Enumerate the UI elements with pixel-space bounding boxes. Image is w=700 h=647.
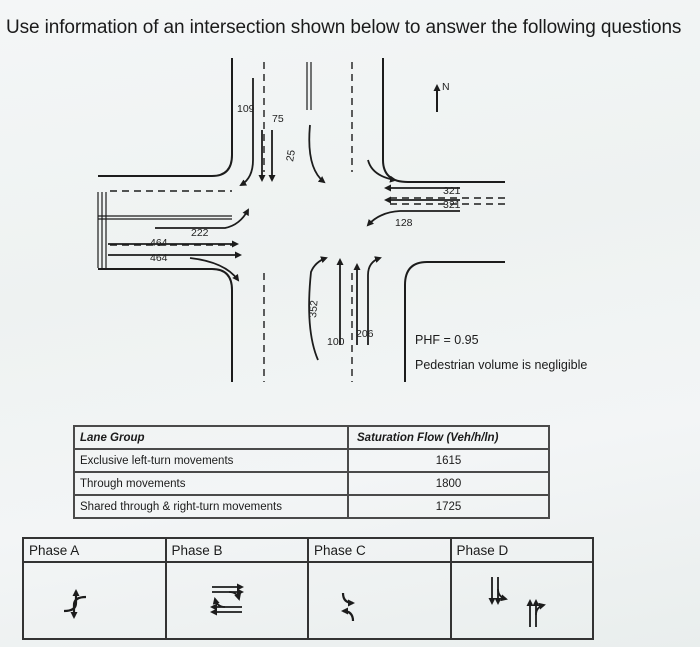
- table-row: [74, 495, 549, 518]
- phase-d-movements: [451, 562, 594, 639]
- volume-wb-left: 128: [395, 217, 413, 229]
- phase-movement-row: [23, 562, 593, 639]
- saturation-flow-cell: 1800: [348, 472, 549, 495]
- compass-label: N: [442, 81, 450, 93]
- lane-group-cell: Shared through & right-turn movements: [74, 495, 348, 518]
- volume-nb-through: 100: [327, 336, 345, 348]
- volume-nb-left: 206: [356, 328, 374, 340]
- volume-eb-lower: 464: [150, 252, 168, 264]
- phase-a-header: Phase A: [23, 538, 166, 562]
- saturation-flow-cell: 1725: [348, 495, 549, 518]
- phase-c-arrows-icon: [309, 563, 452, 638]
- lane-group-header: Lane Group: [74, 426, 348, 449]
- volume-wb-lower: 321: [443, 199, 461, 211]
- saturation-flow-header: Saturation Flow (Veh/h/ln): [348, 426, 549, 449]
- phase-d-arrows-icon: [452, 563, 595, 638]
- volume-nb-right: 352: [307, 299, 321, 319]
- pedestrian-note: Pedestrian volume is negligible: [415, 358, 588, 372]
- volume-eb-upper: 464: [150, 237, 168, 249]
- phase-b-arrows-icon: [167, 563, 310, 638]
- lane-group-cell: Exclusive left-turn movements: [74, 449, 348, 472]
- phase-a-arrows-icon: [24, 563, 167, 638]
- phase-d-header: Phase D: [451, 538, 594, 562]
- saturation-flow-cell: 1615: [348, 449, 549, 472]
- phase-header-row: [23, 538, 593, 562]
- saturation-flow-table: [73, 425, 550, 519]
- volume-sb-through: 75: [272, 113, 284, 125]
- table-row: [74, 472, 549, 495]
- question-heading: Use information of an intersection shown below to answer the following questions: [6, 17, 682, 38]
- phase-b-movements: [166, 562, 309, 639]
- phase-c-movements: [308, 562, 451, 639]
- phf-note: PHF = 0.95: [415, 333, 479, 347]
- phase-diagram-table: [22, 537, 594, 640]
- table-row: [74, 449, 549, 472]
- volume-eb-left: 222: [191, 227, 209, 239]
- volume-sb-right: 25: [284, 148, 298, 163]
- phase-b-header: Phase B: [166, 538, 309, 562]
- table-header-row: [74, 426, 549, 449]
- phase-a-movements: [23, 562, 166, 639]
- lane-group-cell: Through movements: [74, 472, 348, 495]
- volume-sb-left: 109: [237, 103, 255, 115]
- phase-c-header: Phase C: [308, 538, 451, 562]
- volume-wb-upper: 321: [443, 185, 461, 197]
